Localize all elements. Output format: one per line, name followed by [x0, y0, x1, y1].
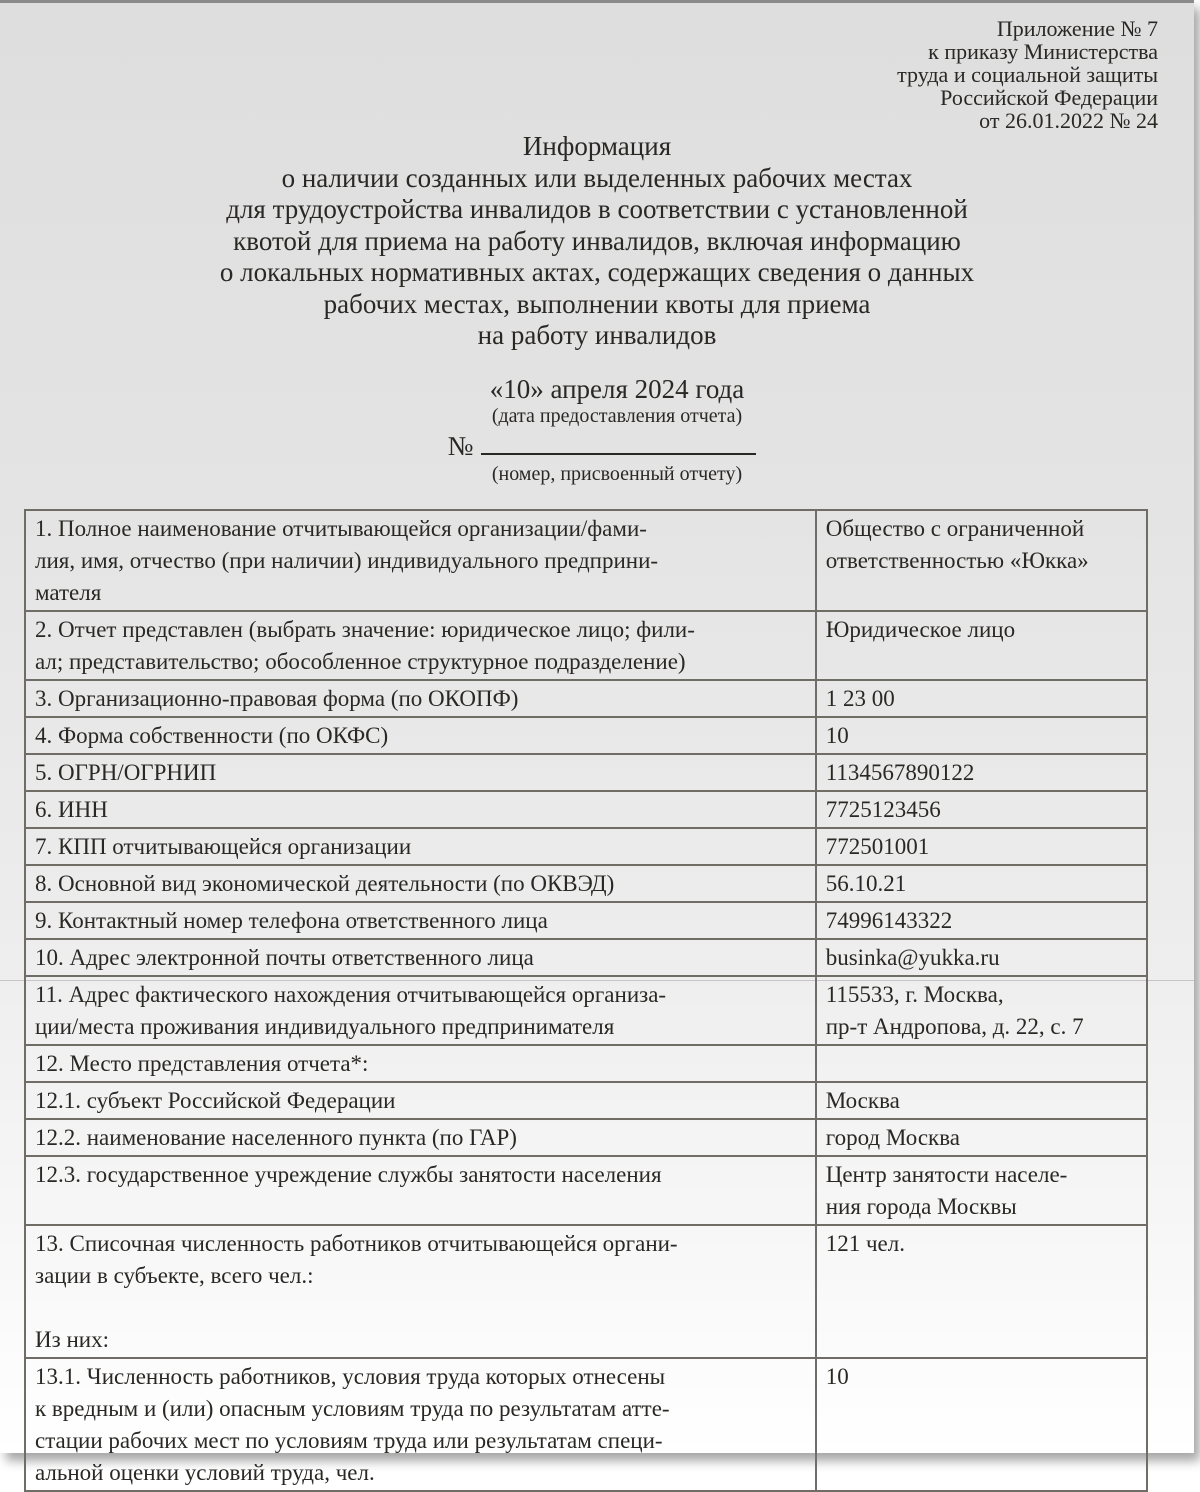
row-value-line: 10: [825, 1364, 849, 1389]
appendix-line: труда и социальной защиты: [897, 62, 1158, 87]
row-value-cell: [816, 1225, 1147, 1358]
row-label-line: 10. Адрес электронной почты ответственного лица: [35, 945, 534, 970]
row-value-cell: [816, 611, 1147, 680]
row-label-line: 8. Основной вид экономической деятельности (по ОКВЭД): [35, 871, 615, 896]
row-label-cell: [25, 865, 816, 902]
title-line: для трудоустройства инвалидов в соответствии с установленной: [226, 194, 968, 224]
title-line: рабочих местах, выполнении квоты для приема: [323, 288, 871, 319]
row-value-cell: [816, 865, 1147, 902]
report-date-caption: (дата предоставления отчета): [491, 405, 743, 427]
row-value-cell: [816, 1156, 1147, 1225]
appendix-line: Российской Федерации: [940, 85, 1158, 110]
row-label-line: 12.3. государственное учреждение службы занятости населения: [35, 1162, 662, 1187]
row-value-cell: [816, 1082, 1147, 1119]
row-label-cell: [25, 1082, 816, 1119]
appendix-line: к приказу Министерства: [928, 39, 1158, 64]
row-label-cell: [25, 1045, 816, 1082]
table-row: [25, 1225, 1147, 1358]
row-value-line: 1134567890122: [825, 760, 975, 785]
row-label-cell: [25, 680, 816, 717]
title-line: Информация: [522, 131, 672, 161]
appendix-line: от 26.01.2022 № 24: [979, 108, 1158, 133]
row-label-line: 12.2. наименование населенного пункта (по ГАР): [35, 1125, 517, 1150]
row-label-cell: [25, 791, 816, 828]
table-row: [25, 939, 1147, 976]
row-label-line: 4. Форма собственности (по ОКФС): [35, 723, 389, 748]
table-row: [25, 1045, 1147, 1082]
row-value-cell: [816, 1119, 1147, 1156]
row-value-cell: [816, 510, 1147, 611]
row-value-cell: [816, 902, 1147, 939]
row-label-cell: [25, 717, 816, 754]
row-label-cell: [25, 1358, 816, 1491]
row-label-line: 2. Отчет представлен (выбрать значение: юридическое лицо; фили-: [35, 617, 695, 642]
report-number-field[interactable]: [481, 427, 756, 455]
title-line: на работу инвалидов: [477, 320, 717, 350]
table-row: [25, 1156, 1147, 1225]
row-value-cell: [816, 717, 1147, 754]
row-label-line: [35, 1292, 806, 1324]
row-label-line: 6. ИНН: [35, 797, 108, 822]
title-line: о наличии созданных или выделенных рабочих местах: [281, 162, 913, 193]
row-label-line: Из них:: [35, 1327, 109, 1352]
row-value-line: ответственностью «Юкка»: [825, 548, 1089, 573]
row-value-cell: [816, 976, 1147, 1045]
row-value-line: пр-т Андропова, д. 22, с. 7: [825, 1014, 1084, 1039]
row-label-line: 3. Организационно-правовая форма (по ОКОПФ): [35, 686, 519, 711]
table-row: [25, 1082, 1147, 1119]
row-label-cell: [25, 1156, 816, 1225]
row-value-line: 56.10.21: [825, 871, 907, 896]
appendix-header: [897, 17, 1158, 132]
table-row: [25, 754, 1147, 791]
row-label-line: 12. Место представления отчета*:: [35, 1051, 369, 1076]
report-number-caption: (номер, присвоенный отчету): [491, 463, 743, 485]
row-value-line: 10: [825, 723, 849, 748]
title-line: квотой для приема на работу инвалидов, включая информацию: [233, 225, 961, 256]
row-value-line: Общество с ограниченной: [825, 516, 1085, 541]
row-label-line: альной оценки условий труда, чел.: [35, 1460, 375, 1485]
row-value-line: 7725123456: [825, 797, 941, 822]
row-value-line: businka@yukka.ru: [825, 945, 1000, 970]
row-label-cell: [25, 510, 816, 611]
row-value-line: ния города Москвы: [825, 1194, 1017, 1219]
row-label-line: 12.1. субъект Российской Федерации: [35, 1088, 396, 1113]
title-line: о локальных нормативных актах, содержащих сведения о данных: [219, 257, 975, 287]
number-sign: №: [447, 431, 474, 461]
row-value-line: 1 23 00: [825, 686, 895, 711]
row-value-cell: [816, 754, 1147, 791]
row-label-line: 13. Списочная численность работников отчитывающейся органи-: [35, 1231, 678, 1256]
row-label-cell: [25, 828, 816, 865]
table-row: [25, 611, 1147, 680]
row-label-cell: [25, 939, 816, 976]
row-label-cell: [25, 1225, 816, 1358]
row-label-cell: [25, 902, 816, 939]
row-label-line: 11. Адрес фактического нахождения отчитывающейся организа-: [35, 982, 667, 1007]
row-value-cell: [816, 1358, 1147, 1491]
report-date: «10» апреля 2024 года: [489, 374, 745, 404]
row-label-line: 1. Полное наименование отчитывающейся организации/фами-: [35, 516, 647, 541]
row-label-line: зации в субъекте, всего чел.:: [35, 1263, 314, 1288]
report-date-block: [0, 373, 1200, 485]
row-value-cell: [816, 791, 1147, 828]
row-label-cell: [25, 1119, 816, 1156]
row-label-line: ции/места проживания индивидуального предпринимателя: [35, 1014, 615, 1039]
row-label-line: 5. ОГРН/ОГРНИП: [35, 760, 217, 785]
row-value-line: 121 чел.: [825, 1231, 905, 1256]
row-value-line: Москва: [825, 1088, 900, 1113]
row-label-line: стации рабочих мест по условиям труда или результатам специ-: [35, 1428, 663, 1453]
table-row: [25, 902, 1147, 939]
report-number: [0, 427, 1200, 463]
row-label-cell: [25, 611, 816, 680]
row-label-line: лия, имя, отчество (при наличии) индивидуального предприни-: [35, 548, 659, 573]
report-table: [24, 509, 1148, 1492]
appendix-line: Приложение № 7: [996, 16, 1158, 41]
row-label-line: к вредным и (или) опасным условиям труда по результатам атте-: [35, 1396, 670, 1421]
row-value-cell: [816, 939, 1147, 976]
row-value-line: Центр занятости населе-: [825, 1162, 1068, 1187]
row-value-line: 74996143322: [825, 908, 953, 933]
row-value-cell: [816, 680, 1147, 717]
row-value-cell: [816, 828, 1147, 865]
row-label-line: 13.1. Численность работников, условия труда которых отнесены: [35, 1364, 666, 1389]
row-value-cell: [816, 1045, 1147, 1082]
table-row: [25, 865, 1147, 902]
row-label-line: мателя: [35, 580, 102, 605]
table-row: [25, 1358, 1147, 1491]
row-value-line: 772501001: [825, 834, 930, 859]
document-title: [0, 131, 1194, 352]
row-label-line: 7. КПП отчитывающейся организации: [35, 834, 412, 859]
row-label-cell: [25, 754, 816, 791]
table-row: [25, 510, 1147, 611]
table-row: [25, 1119, 1147, 1156]
table-row: [25, 717, 1147, 754]
row-label-line: 9. Контактный номер телефона ответственного лица: [35, 908, 548, 933]
row-value-line: город Москва: [825, 1125, 960, 1150]
table-row: [25, 976, 1147, 1045]
row-label-cell: [25, 976, 816, 1045]
table-row: [25, 791, 1147, 828]
table-row: [25, 680, 1147, 717]
row-value-line: Юридическое лицо: [825, 617, 1016, 642]
table-row: [25, 828, 1147, 865]
row-value-line: 115533, г. Москва,: [825, 982, 1004, 1007]
row-label-line: ал; представительство; обособленное структурное подразделение): [35, 649, 686, 674]
